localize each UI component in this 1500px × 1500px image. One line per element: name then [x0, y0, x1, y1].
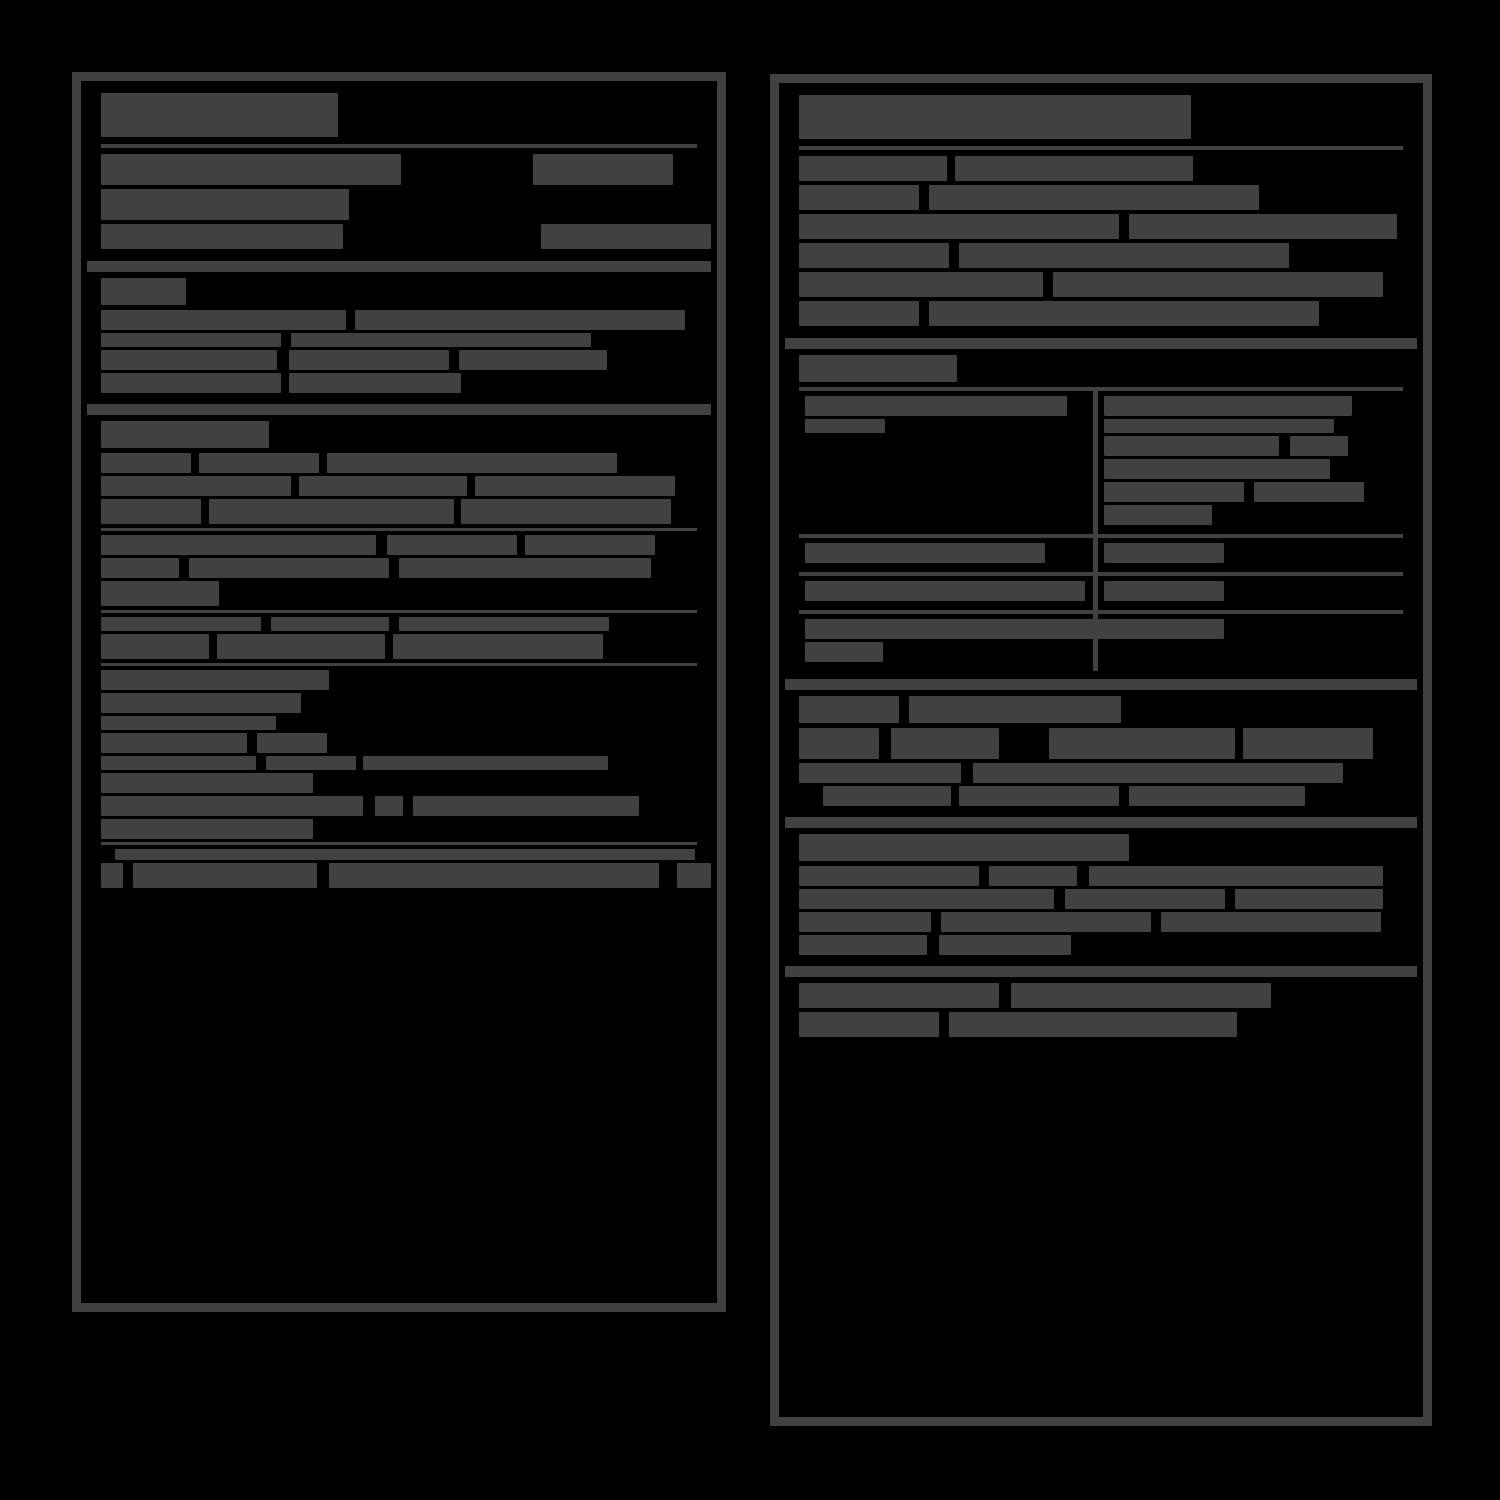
warning-bullet: [101, 819, 697, 839]
table-cell-instruction: [799, 536, 1095, 574]
warning-doctor-line: [101, 535, 697, 555]
warning-bullet: [101, 773, 697, 793]
warning-subheading: [101, 634, 697, 659]
warnings-rule-3: [101, 663, 697, 666]
table-row: [799, 389, 1403, 536]
inactive-ingredients-line: [799, 912, 1403, 932]
section-questions: [785, 966, 1417, 1049]
overdose-body-line: [799, 272, 1403, 297]
warning-detail-line: [101, 617, 697, 631]
section-uses: [87, 261, 711, 404]
warning-allergy-line: [101, 453, 697, 473]
active-ingredient-value: [101, 224, 697, 249]
warning-allergy-line: [101, 476, 697, 496]
active-ingredient-heading: [101, 154, 697, 185]
overdose-body-line: [799, 214, 1403, 239]
warning-subheading: [101, 581, 697, 606]
section-inactive-ingredients: [785, 817, 1417, 966]
warning-bullet: [101, 733, 697, 753]
inactive-ingredients-line: [799, 889, 1403, 909]
other-information-line: [799, 763, 1403, 783]
table-cell-dose: [1095, 574, 1403, 612]
uses-bullets-line: [101, 373, 697, 393]
warning-doctor-line: [101, 558, 697, 578]
inactive-ingredients-line: [799, 866, 1403, 886]
table-row: [799, 536, 1403, 574]
section-warnings: [87, 404, 711, 900]
overdose-body-line: [799, 243, 1403, 268]
keep-out-of-reach-warning: [101, 863, 697, 888]
table-cell-instruction: [799, 389, 1095, 536]
table-row: [799, 574, 1403, 612]
dosing-table: [799, 387, 1403, 671]
table-row: [799, 612, 1403, 671]
table-cell-instruction: [799, 574, 1095, 612]
active-ingredient-heading-cont: [101, 189, 697, 220]
warning-bullet: [101, 716, 697, 730]
warnings-heading: [101, 421, 697, 448]
questions-heading: [799, 983, 1403, 1008]
drug-facts-continued-panel: [770, 74, 1432, 1426]
drug-facts-panel-inner: [81, 81, 717, 1303]
inactive-ingredients-line: [799, 935, 1403, 955]
warnings-rule-2: [101, 610, 697, 613]
questions-body: [799, 1012, 1403, 1037]
table-cell-dose: [1095, 536, 1403, 574]
warnings-rule-4: [101, 842, 697, 845]
other-information-heading: [799, 696, 1403, 723]
uses-text-line: [101, 333, 697, 347]
section-directions: [785, 338, 1417, 679]
warning-bullet: [101, 796, 697, 816]
inactive-ingredients-heading: [799, 834, 1403, 861]
uses-heading: [101, 278, 697, 305]
overdose-body-line: [799, 301, 1403, 326]
drug-facts-panel: [72, 72, 726, 1312]
table-cell-instruction: [799, 612, 1095, 671]
pregnancy-warning: [101, 849, 697, 860]
warnings-rule: [101, 528, 697, 531]
continued-page-title: [799, 95, 1403, 139]
section-other-information: [785, 679, 1417, 817]
uses-bullets-line: [101, 350, 697, 370]
title-rule: [101, 144, 697, 148]
section-active-ingredients: [87, 87, 711, 261]
page-title: [101, 93, 697, 137]
uses-text-line: [101, 310, 697, 330]
warning-when-using-line: [101, 693, 697, 713]
overdose-heading-line: [799, 185, 1403, 210]
overdose-heading-line: [799, 156, 1403, 181]
directions-heading: [799, 355, 1403, 382]
drug-facts-continued-inner: [779, 83, 1423, 1417]
table-cell-dose: [1095, 612, 1403, 671]
warning-bullet: [101, 756, 697, 770]
continued-title-rule: [799, 146, 1403, 150]
warning-when-using-line: [101, 670, 697, 690]
other-information-line: [799, 728, 1403, 759]
table-cell-dose: [1095, 389, 1403, 536]
other-information-line: [799, 786, 1403, 806]
section-overdose-warning: [785, 89, 1417, 338]
warning-subheading: [101, 499, 697, 524]
